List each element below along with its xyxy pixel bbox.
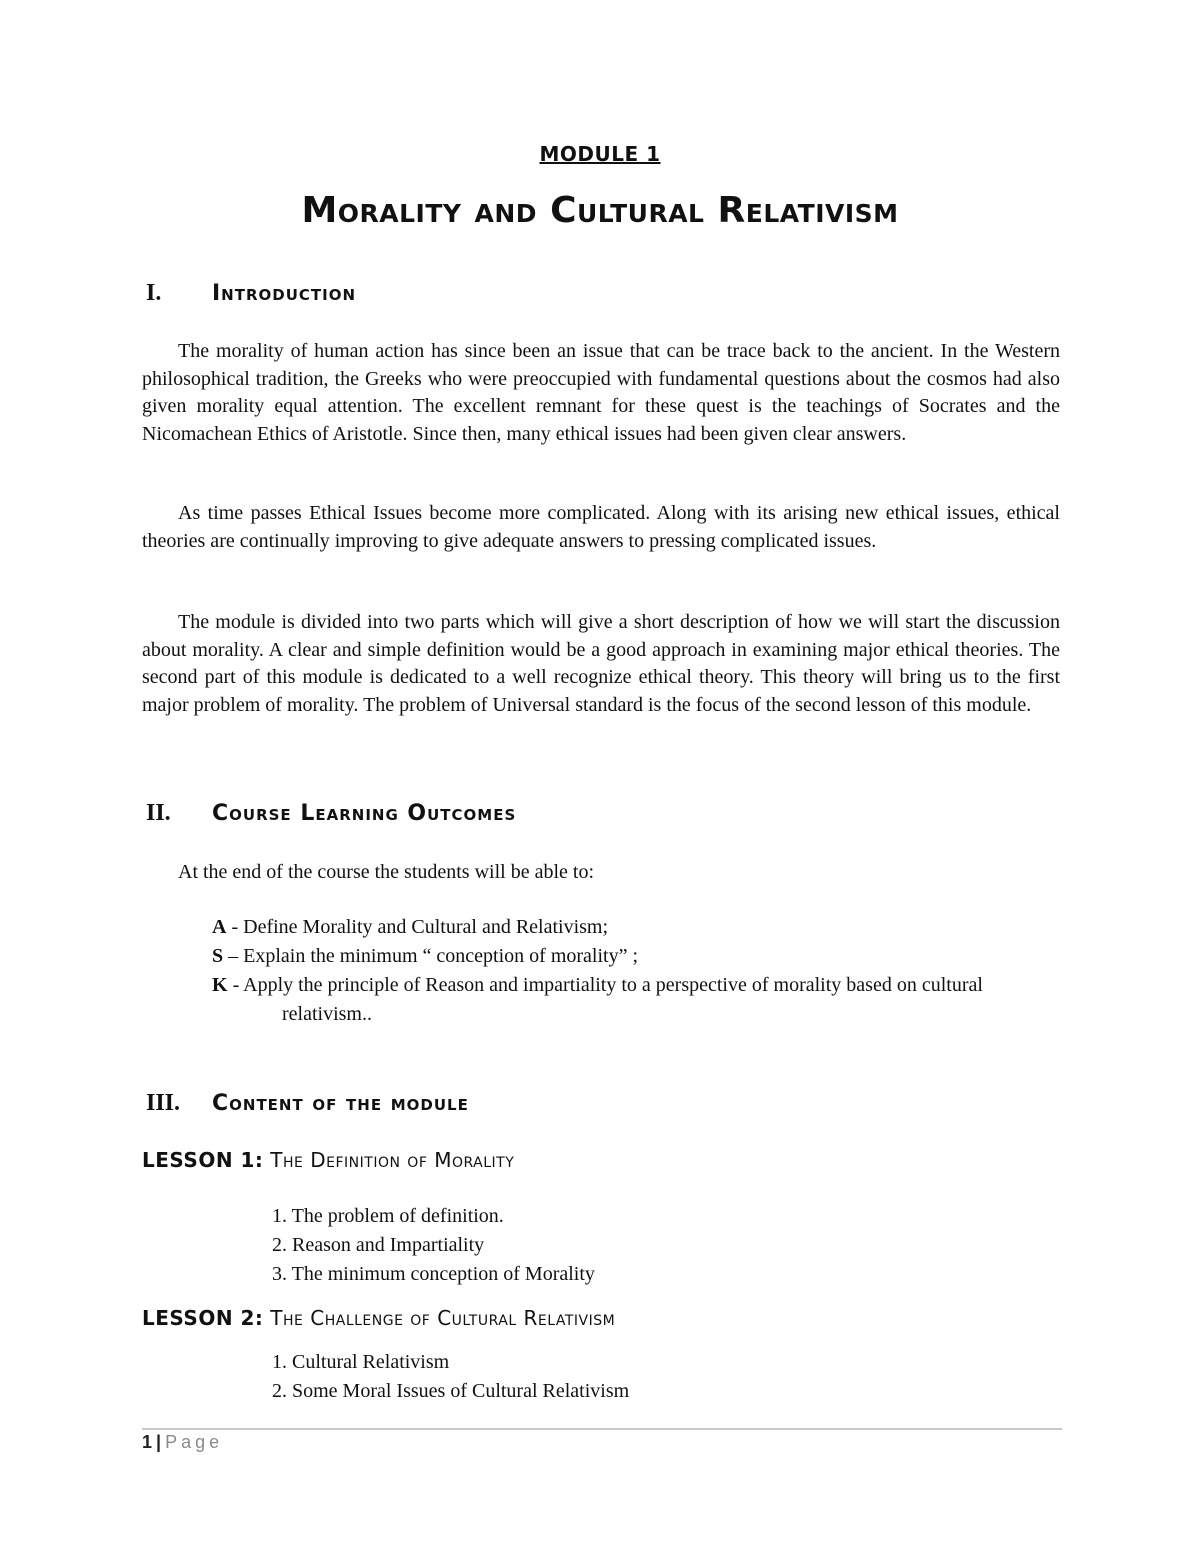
list-item: 2. Reason and Impartiality xyxy=(272,1234,485,1256)
section-title: Course Learning Outcomes xyxy=(212,801,517,826)
footer-divider xyxy=(142,1428,1062,1430)
page-label: Page xyxy=(165,1432,224,1452)
outcome-code: S xyxy=(212,945,224,967)
section-numeral: III. xyxy=(146,1090,181,1116)
lesson-2-topics xyxy=(272,1348,629,1406)
lesson-2-heading xyxy=(142,1306,615,1330)
list-item: S – Explain the minimum “ conception of morality” ; xyxy=(212,945,639,967)
section-heading-content xyxy=(146,1090,469,1117)
section-numeral: I. xyxy=(146,280,162,306)
section-heading-outcomes xyxy=(146,800,516,827)
outcome-text: Apply the principle of Reason and impartiality to a perspective of morality based on cultural relativism.. xyxy=(243,974,983,1025)
footer-separator: | xyxy=(156,1432,162,1452)
outcomes-list xyxy=(212,913,1072,1029)
intro-paragraph-1: The morality of human action has since been an issue that can be trace back to the ancient. In the Western philosophical tradition, the Greeks who were preoccupied with fundamental questions about the cosmos had also given morality equal attention. The excellent remnant for these quest is the teachings of Socrates and the Nicomachean Ethics of Aristotle. Since then, many ethical issues had been given clear answers. xyxy=(142,340,1060,445)
lesson-title: The Challenge of Cultural Relativism xyxy=(270,1306,616,1330)
list-item: 3. The minimum conception of Morality xyxy=(272,1263,595,1285)
page-footer xyxy=(142,1432,223,1453)
lesson-number: LESSON 2: xyxy=(142,1306,264,1330)
page-number: 1 xyxy=(142,1432,153,1452)
intro-paragraph-2: As time passes Ethical Issues become more complicated. Along with its arising new ethical issues, ethical theories are continually improving to give adequate answers to pressing complicated issues. xyxy=(142,502,1060,552)
outcome-text: Define Morality and Cultural and Relativism; xyxy=(243,916,609,938)
list-item: K - Apply the principle of Reason and impartiality to a perspective of morality based on cultural relativism.. xyxy=(212,974,983,1025)
list-item: 1. Cultural Relativism xyxy=(272,1351,450,1373)
outcome-code: K xyxy=(212,974,228,996)
section-numeral: II. xyxy=(146,800,171,826)
section-heading-introduction xyxy=(146,280,356,307)
list-item: A - Define Morality and Cultural and Relativism; xyxy=(212,916,609,938)
section-title: Content of the module xyxy=(212,1091,469,1116)
outcomes-intro: At the end of the course the students will be able to: xyxy=(178,861,595,883)
section-title: Introduction xyxy=(212,281,357,306)
module-label: MODULE 1 xyxy=(539,142,661,166)
lesson-1-heading xyxy=(142,1148,514,1172)
outcome-code: A xyxy=(212,916,227,938)
outcome-text: Explain the minimum “ conception of morality” ; xyxy=(243,945,639,967)
lesson-1-topics xyxy=(272,1202,595,1289)
lesson-number: LESSON 1: xyxy=(142,1148,264,1172)
lesson-title: The Definition of Morality xyxy=(270,1148,515,1172)
intro-paragraph-3: The module is divided into two parts which will give a short description of how we will start the discussion about morality. A clear and simple definition would be a good approach in examining major ethical theories. The second part of this module is dedicated to a well recognize ethical theory. This theory will bring us to the first major problem of morality. The problem of Universal standard is the focus of the second lesson of this module. xyxy=(142,611,1060,716)
list-item: 1. The problem of definition. xyxy=(272,1205,504,1227)
list-item: 2. Some Moral Issues of Cultural Relativism xyxy=(272,1380,630,1402)
document-title: Morality and Cultural Relativism xyxy=(301,190,899,231)
